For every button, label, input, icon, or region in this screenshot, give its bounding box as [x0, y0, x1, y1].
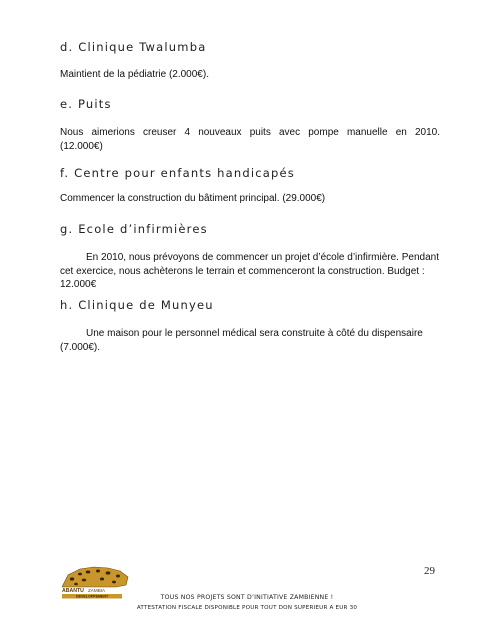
section-paragraph: Commencer la construction du bâtiment principal. (29.000€)	[60, 193, 326, 204]
section-paragraph	[60, 327, 440, 354]
section-heading: g. Ecole d’infirmières	[60, 222, 208, 236]
section-paragraph: Nous aimerions creuser 4 nouveaux puits avec pompe manuelle en 2010. (12.000€)	[60, 127, 440, 152]
logo-brand-suffix: ZAMBIA	[88, 588, 106, 593]
section-heading: f. Centre pour enfants handicapés	[60, 166, 295, 180]
section-heading: e. Puits	[60, 97, 112, 111]
footer-fiscal-text: ATTESTATION FISCALE DISPONIBLE POUR TOUT DON SUPERIEUR A EUR 30	[136, 605, 358, 611]
section-centre-handicapes	[60, 166, 440, 206]
footer-initiative-text: TOUS NOS PROJETS SONT D’INITIATIVE ZAMBIENNE !	[160, 594, 334, 601]
section-heading: h. Clinique de Munyeu	[60, 298, 214, 312]
section-heading: d. Clinique Twalumba	[60, 40, 207, 54]
section-paragraph-text: En 2010, nous prévoyons de commencer un projet d’école d’infirmière. Pendant cet exercice, nous achèterons le terrain et commenceront la construction. Budget : 12.000€	[60, 252, 439, 290]
section-ecole-infirmieres	[60, 222, 440, 292]
section-clinique-twalumba	[60, 40, 440, 82]
section-puits	[60, 97, 440, 153]
logo-tagline: DEVELOPPEMENT	[76, 594, 109, 599]
section-paragraph	[60, 251, 440, 292]
page-number: 29	[424, 565, 435, 577]
section-paragraph: Maintient de la pédiatrie (2.000€).	[60, 69, 209, 80]
section-clinique-munyeu	[60, 298, 440, 354]
logo-brand: ABANTU	[62, 588, 84, 594]
section-paragraph-text: Une maison pour le personnel médical sera construite à côté du dispensaire (7.000€).	[60, 328, 423, 353]
